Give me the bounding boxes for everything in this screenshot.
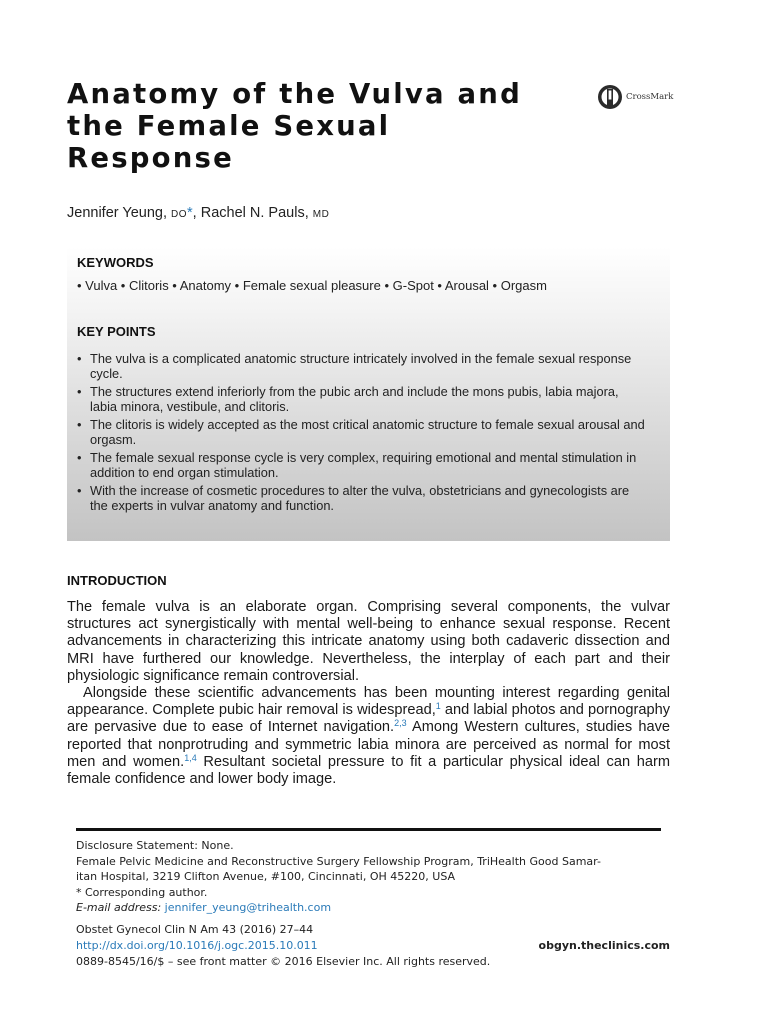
bullet: • — [77, 384, 82, 399]
footnote-divider — [76, 828, 661, 831]
key-point-text: The clitoris is widely accepted as the most critical anatomic structure to female sexual arousal and orgasm. — [90, 417, 645, 447]
reference-link[interactable]: 2,3 — [394, 718, 407, 729]
doi-link[interactable]: http://dx.doi.org/10.1016/j.ogc.2015.10.011 — [76, 939, 318, 952]
text-run: Resultant societal pressure to fit a particular physical ideal can harm female confidence and lower body image. — [67, 753, 670, 788]
affiliation-line: itan Hospital, 3219 Clifton Avenue, #100, Cincinnati, OH 45220, USA — [76, 870, 456, 883]
key-point-item — [77, 450, 649, 480]
paragraph — [67, 685, 670, 788]
citation-block — [76, 922, 670, 970]
author-separator: , — [192, 205, 197, 221]
key-point-text: The structures extend inferiorly from the pubic arch and include the mons pubis, labia majora, labia minora, vestibule, and clitoris. — [90, 384, 619, 414]
disclosure-statement: Disclosure Statement: None. — [76, 839, 234, 852]
key-point-text: The female sexual response cycle is very complex, requiring emotional and mental stimulation in addition to end organ stimulation. — [90, 450, 637, 480]
corresponding-author-note: * Corresponding author. — [76, 885, 208, 899]
copyright-line: 0889-8545/16/$ – see front matter © 2016 Elsevier Inc. All rights reserved. — [76, 955, 491, 968]
text-run: Alongside these scientific advancements has been mounting interest regarding genital appearance. Complete pubic hair removal is widespread, — [67, 685, 670, 719]
footnotes — [76, 838, 666, 916]
key-point-item — [77, 417, 649, 447]
key-point-text: The vulva is a complicated anatomic structure intricately involved in the female sexual response cycle. — [90, 351, 632, 381]
crossmark-label: CrossMark — [626, 92, 674, 102]
author-degree: MD — [312, 209, 330, 220]
key-points-list — [77, 351, 649, 516]
email-line — [76, 900, 666, 916]
key-point-item — [77, 483, 649, 513]
journal-site-link[interactable]: obgyn.theclinics.com — [538, 939, 670, 952]
keywords-list: • Vulva • Clitoris • Anatomy • Female sexual pleasure • G-Spot • Arousal • Orgasm — [77, 278, 547, 293]
author-degree: DO — [171, 209, 188, 220]
corresponding-author-mark[interactable]: * — [187, 205, 193, 221]
reference-link[interactable]: 1 — [435, 701, 441, 712]
text-run: and labial photos and pornography are pervasive due to ease of Internet navigation. — [67, 702, 670, 736]
bullet: • — [77, 417, 82, 432]
crossmark-icon — [597, 84, 623, 110]
author-line — [67, 205, 329, 221]
key-point-item — [77, 351, 649, 381]
introduction-heading: INTRODUCTION — [67, 573, 167, 588]
bullet: • — [77, 450, 82, 465]
paragraph: The female vulva is an elaborate organ. Comprising several components, the vulvar structures act synergistically with mental well-being to enhance sexual response. Recent advancements in characterizing this intricate anatomy using both cadaveric dissection and MRI have furthered our knowledge. Nevertheless, the interplay of each part and their physiologic significance remain controversial. — [67, 599, 670, 684]
keywords-heading: KEYWORDS — [77, 255, 154, 270]
abstract-box — [67, 247, 670, 541]
reference-link[interactable]: 1,4 — [184, 752, 197, 763]
author-name: Jennifer Yeung, — [67, 205, 167, 221]
text-run: Among Western cultures, studies have reported that nonprotruding and symmetric labia minora are perceived as normal for most men and women. — [67, 719, 670, 770]
crossmark-badge[interactable] — [597, 84, 673, 110]
introduction-body — [67, 599, 670, 788]
email-label: E-mail address: — [76, 901, 162, 914]
bullet: • — [77, 483, 82, 498]
key-point-item — [77, 384, 649, 414]
affiliation-line: Female Pelvic Medicine and Reconstructive Surgery Fellowship Program, TriHealth Good Samar- — [76, 854, 601, 868]
key-point-text: With the increase of cosmetic procedures to alter the vulva, obstetricians and gynecologists are the experts in vulvar anatomy and function. — [90, 483, 630, 513]
bullet: • — [77, 351, 82, 366]
journal-citation: Obstet Gynecol Clin N Am 43 (2016) 27–44 — [76, 923, 314, 936]
author-name: Rachel N. Pauls, — [200, 205, 309, 221]
article-title: Anatomy of the Vulva and the Female Sexual Response — [67, 78, 522, 174]
key-points-heading: KEY POINTS — [77, 324, 156, 339]
email-link[interactable]: jennifer_yeung@trihealth.com — [164, 901, 332, 914]
